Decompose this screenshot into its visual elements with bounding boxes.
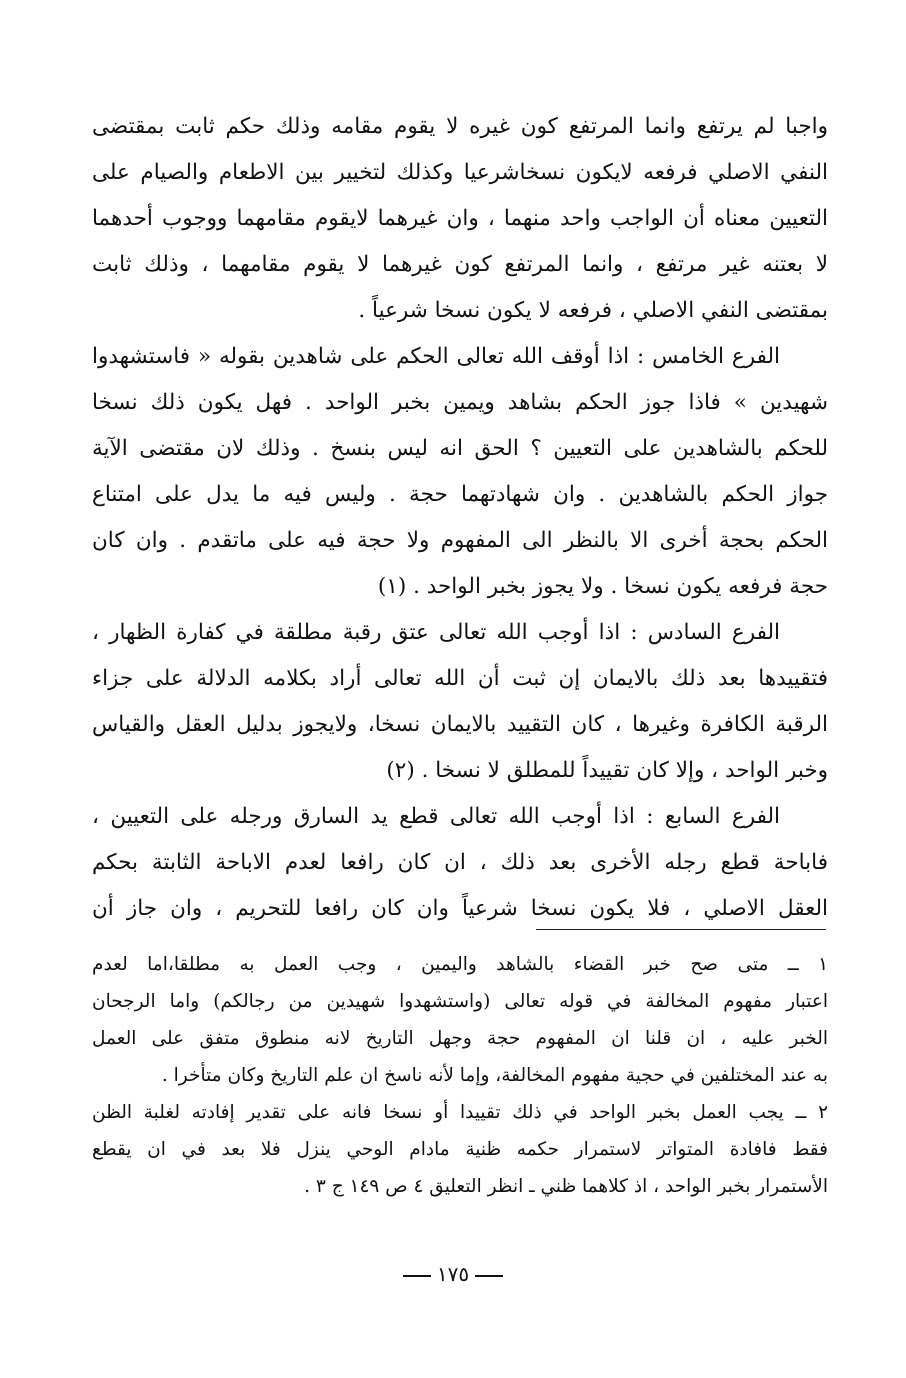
text-line: جواز الحكم بالشاهدين . وان شهادتهما حجة . وليس فيه ما يدل على امتناع xyxy=(92,482,828,507)
text-line: وخبر الواحد ، وإلا كان تقييداً للمطلق لا نسخا . (٢) xyxy=(386,758,828,783)
footnote-line: الأستمرار بخبر الواحد ، اذ كلاهما ظني ـ انظر التعليق ٤ ص ١٤٩ ج ٣ . xyxy=(304,1176,828,1197)
section-heading-line: الفرع السادس : اذا أوجب الله تعالى عتق رقبة مطلقة في كفارة الظهار ، xyxy=(92,620,780,645)
dash-left xyxy=(475,1275,503,1277)
text-line: واجبا لم يرتفع وانما المرتفع كون غيره لا يقوم مقامه وذلك حكم ثابت بمقتضى xyxy=(92,114,828,139)
text-line: للحكم بالشاهدين على التعيين ؟ الحق انه ليس بنسخ . وذلك لان مقتضى الآية xyxy=(92,436,828,461)
text-line: شهيدين » فاذا جوز الحكم بشاهد ويمين بخبر الواحد . فهل يكون ذلك نسخا xyxy=(92,390,828,415)
footnote-line: به عند المختلفين في حجية مفهوم المخالفة، وإما لأنه ناسخ ان علم التاريخ وكان متأخرا . xyxy=(161,1065,828,1086)
text-line: حجة فرفعه يكون نسخا . ولا يجوز بخبر الواحد . (١) xyxy=(377,574,828,599)
footnote-line: ١ ــ متى صح خبر القضاء بالشاهد واليمين ، وجب العمل به مطلقا،اما لعدم xyxy=(92,954,828,975)
text-line: فتقييدها بعد ذلك بالايمان إن ثبت أن الله تعالى أراد بكلامه الدلالة على جزاء xyxy=(92,666,828,691)
dash-right xyxy=(403,1275,431,1277)
text-line: العقل الاصلي ، فلا يكون نسخا شرعياً وان كان رافعا للتحريم ، وان جاز أن xyxy=(92,896,828,921)
page-number: ١٧٥ xyxy=(436,1262,470,1286)
text-line: الرقبة الكافرة وغيرها ، كان التقييد بالايمان نسخا، ولايجوز بدليل العقل والقياس xyxy=(92,712,828,737)
section-heading-line: الفرع الخامس : اذا أوقف الله تعالى الحكم على شاهدين بقوله « فاستشهدوا xyxy=(92,344,780,369)
text-line: بمقتضى النفي الاصلي ، فرفعه لا يكون نسخا شرعياً . xyxy=(358,298,828,323)
text-line: النفي الاصلي فرفعه لايكون نسخاشرعيا وكذلك لتخيير بين الاطعام والصيام على xyxy=(92,160,828,185)
footnote-separator xyxy=(536,929,826,930)
page-number-footer xyxy=(0,1262,906,1286)
text-line: التعيين معناه أن الواجب واحد منهما ، وان غيرهما لايقوم مقامهما ووجوب أحدهما xyxy=(92,206,828,231)
main-text xyxy=(92,104,828,932)
footnotes xyxy=(92,946,828,1205)
footnote-line: اعتبار مفهوم المخالفة في قوله تعالى (واستشهدوا شهيدين من رجالكم) واما الرجحان xyxy=(92,991,828,1012)
footnote-line: الخبر عليه ، ان قلنا ان المفهوم حجة وجهل التاريخ لانه منطوق متفق على العمل xyxy=(92,1028,828,1049)
text-line: لا بعتنه غير مرتفع ، وانما المرتفع كون غيرهما لا يقوم مقامهما ، وذلك ثابت xyxy=(92,252,828,277)
section-heading-line: الفرع السابع : اذا أوجب الله تعالى قطع يد السارق ورجله على التعيين ، xyxy=(92,804,780,829)
footnote-line: فقط فافادة المتواتر لاستمرار حكمه ظنية مادام الوحي ينزل فلا بعد في ان يقطع xyxy=(92,1139,828,1160)
text-line: فاباحة قطع رجله الأخرى بعد ذلك ، ان كان رافعا لعدم الاباحة الثابتة بحكم xyxy=(92,850,828,875)
text-line: الحكم بحجة أخرى الا بالنظر الى المفهوم ولا حجة فيه على ماتقدم . وان كان xyxy=(92,528,828,553)
footnote-line: ٢ ــ يجب العمل بخبر الواحد في ذلك تقييدا أو نسخا فانه على تقدير إفادته لغلبة الظن xyxy=(92,1102,828,1123)
